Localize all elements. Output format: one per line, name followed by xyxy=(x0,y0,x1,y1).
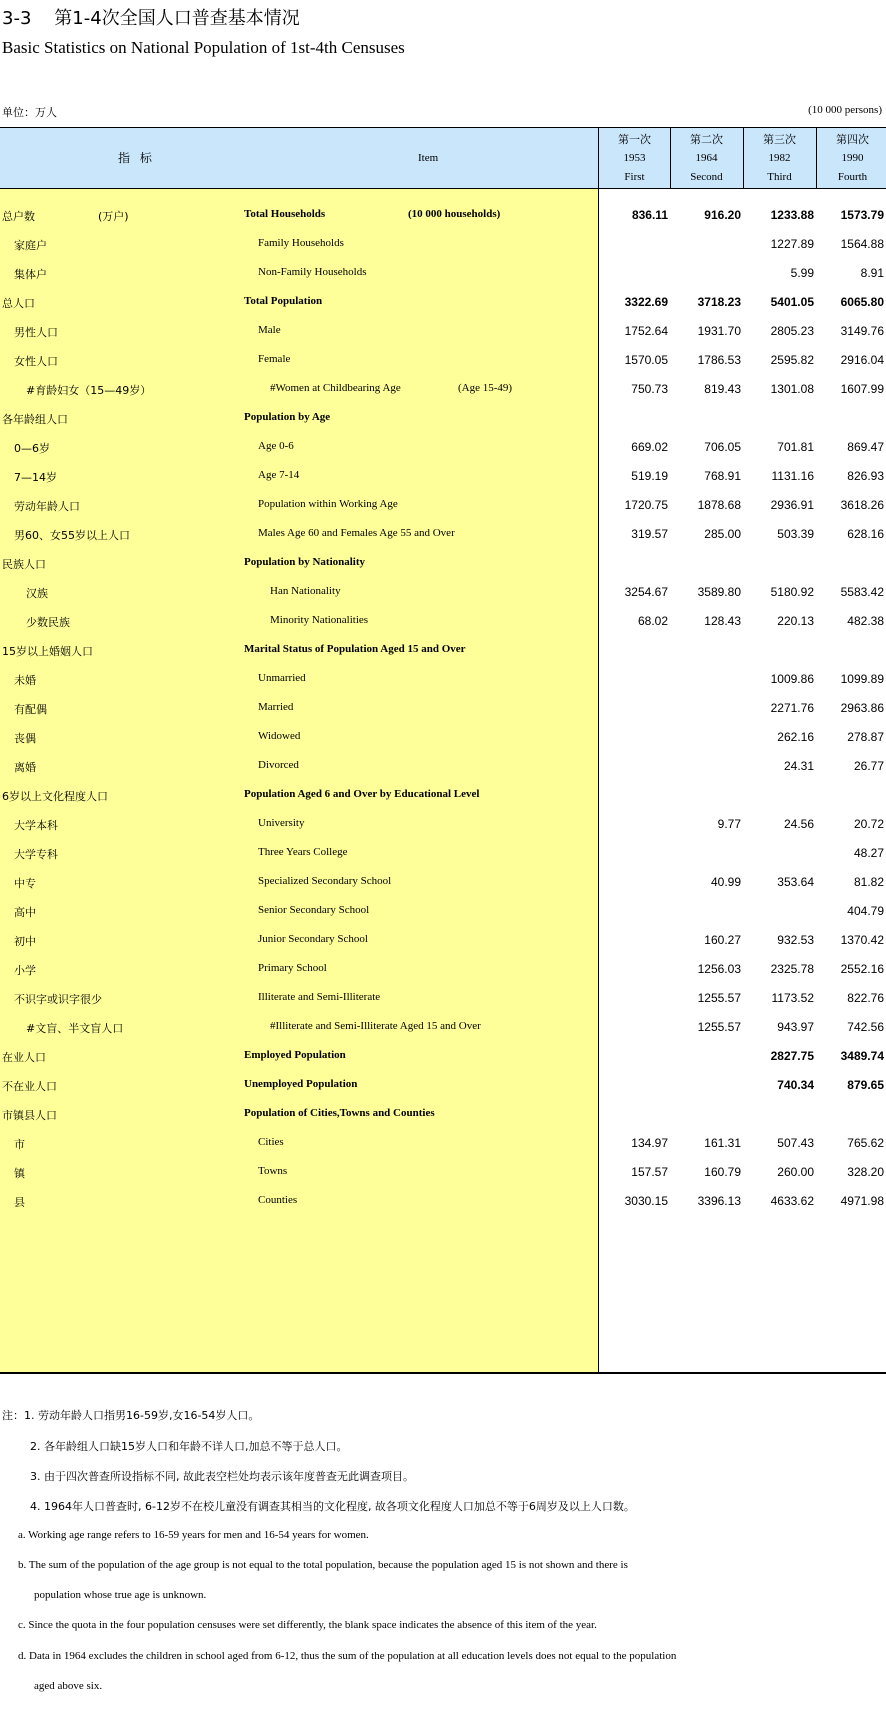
title-cn-text: 第1-4次全国人口普查基本情况 xyxy=(54,8,300,29)
value-cell: 3030.15 xyxy=(624,1194,668,1208)
table-row xyxy=(0,1098,886,1130)
row-label-cn: 少数民族 xyxy=(26,616,70,629)
header-column-year: 1964 xyxy=(695,152,718,164)
row-label-en: Minority Nationalities xyxy=(270,614,369,626)
row-label-en: Family Households xyxy=(258,237,344,249)
value-cell: 826.93 xyxy=(847,469,884,483)
row-label-en: Employed Population xyxy=(244,1049,346,1061)
unit-label-cn: 单位：万人 xyxy=(2,106,57,119)
footnote-line: 2. 各年龄组人口缺15岁人口和年龄不详人口,加总不等于总人口。 xyxy=(30,1440,348,1453)
row-unit-en: (Age 15-49) xyxy=(458,382,513,394)
footnote-line: 3. 由于四次普查所设指标不同, 故此表空栏处均表示该年度普查无此调查项目。 xyxy=(30,1470,414,1483)
row-label-en: Cities xyxy=(258,1136,284,1148)
row-label-en: Total Population xyxy=(244,295,323,307)
value-cell: 1607.99 xyxy=(840,382,884,396)
value-cell: 4633.62 xyxy=(770,1194,814,1208)
value-cell: 1931.70 xyxy=(697,324,741,338)
value-cell: 1752.64 xyxy=(624,324,668,338)
row-label-en: Total Households xyxy=(244,208,326,220)
value-cell: 1564.88 xyxy=(840,237,884,251)
row-label-en: Illiterate and Semi-Illiterate xyxy=(258,991,381,1003)
table-row xyxy=(0,634,886,666)
value-cell: 1573.79 xyxy=(840,208,884,222)
row-label-en: Population by Age xyxy=(244,411,331,423)
value-cell: 157.57 xyxy=(631,1165,668,1179)
table-row xyxy=(0,866,886,898)
value-cell: 768.91 xyxy=(704,469,741,483)
header-column-en: Third xyxy=(767,171,792,183)
header-column-cn: 第四次 xyxy=(836,133,869,146)
row-label-en: Divorced xyxy=(258,759,299,771)
header-column-en: First xyxy=(624,171,645,183)
value-cell: 160.79 xyxy=(704,1165,741,1179)
row-label-cn: 总户数 xyxy=(2,210,35,223)
row-label-cn: 6岁以上文化程度人口 xyxy=(2,790,108,803)
value-cell: 2325.78 xyxy=(770,962,814,976)
footnote-line: aged above six. xyxy=(34,1680,103,1692)
value-cell: 2595.82 xyxy=(770,353,814,367)
value-cell: 319.57 xyxy=(631,527,668,541)
value-cell: 750.73 xyxy=(631,382,668,396)
header-column-1982 xyxy=(744,130,815,187)
value-cell: 6065.80 xyxy=(840,295,884,309)
table-row xyxy=(0,982,886,1014)
header-column-en: Second xyxy=(690,171,723,183)
value-cell: 869.47 xyxy=(847,440,884,454)
row-label-cn: 镇 xyxy=(14,1167,25,1180)
value-cell: 160.27 xyxy=(704,933,741,947)
value-cell: 404.79 xyxy=(847,904,884,918)
table-row xyxy=(0,924,886,956)
footnote-line: c. Since the quota in the four population censuses were set differently, the blank space indicates the absence of this item of the year. xyxy=(18,1619,597,1631)
table-row xyxy=(0,402,886,434)
row-label-en: Unemployed Population xyxy=(244,1078,358,1090)
value-cell: 278.87 xyxy=(847,730,884,744)
value-cell: 1301.08 xyxy=(770,382,814,396)
table-top-rule xyxy=(0,127,886,128)
footnote-line: b. The sum of the population of the age group is not equal to the total population, because the population aged 15 is not shown and there is xyxy=(18,1559,628,1571)
value-cell: 68.02 xyxy=(637,614,668,628)
row-label-cn: 县 xyxy=(14,1196,25,1209)
table-row xyxy=(0,605,886,637)
row-label-cn: 丧偶 xyxy=(14,732,36,745)
value-cell: 161.31 xyxy=(704,1136,741,1150)
table-row xyxy=(0,286,886,318)
value-cell: 260.00 xyxy=(777,1165,814,1179)
value-cell: 20.72 xyxy=(853,817,884,831)
row-label-cn: #育龄妇女（15—49岁） xyxy=(26,384,152,397)
value-cell: 819.43 xyxy=(704,382,741,396)
header-column-1953 xyxy=(599,130,670,187)
table-row xyxy=(0,489,886,521)
row-label-en: Age 0-6 xyxy=(258,440,294,452)
value-cell: 2805.23 xyxy=(770,324,814,338)
table-bottom-rule xyxy=(0,1372,886,1374)
row-label-en: Unmarried xyxy=(258,672,306,684)
header-column-year: 1982 xyxy=(768,152,791,164)
value-cell: 3396.13 xyxy=(697,1194,741,1208)
table-row xyxy=(0,344,886,376)
row-label-cn: 未婚 xyxy=(14,674,36,687)
header-column-year: 1990 xyxy=(841,152,864,164)
row-label-cn: #文盲、半文盲人口 xyxy=(26,1022,124,1035)
row-label-cn: 大学本科 xyxy=(14,819,58,832)
value-cell: 1370.42 xyxy=(840,933,884,947)
header-column-year: 1953 xyxy=(623,152,646,164)
value-cell: 943.97 xyxy=(777,1020,814,1034)
footnote-line: population whose true age is unknown. xyxy=(34,1589,207,1601)
table-row xyxy=(0,460,886,492)
row-label-cn: 汉族 xyxy=(26,587,48,600)
value-cell: 740.34 xyxy=(777,1078,814,1092)
row-label-en: Junior Secondary School xyxy=(258,933,368,945)
row-label-en: Population within Working Age xyxy=(258,498,398,510)
table-row xyxy=(0,895,886,927)
table-row xyxy=(0,1011,886,1043)
value-cell: 134.97 xyxy=(631,1136,668,1150)
value-cell: 519.19 xyxy=(631,469,668,483)
value-cell: 2936.91 xyxy=(770,498,814,512)
header-bottom-rule xyxy=(0,188,886,189)
value-cell: 765.62 xyxy=(847,1136,884,1150)
table-row xyxy=(0,953,886,985)
row-label-cn: 中专 xyxy=(14,877,36,890)
header-column-cn: 第一次 xyxy=(618,133,651,146)
row-label-en: Male xyxy=(258,324,281,336)
row-label-cn: 劳动年龄人口 xyxy=(14,500,80,513)
row-label-en: University xyxy=(258,817,305,829)
value-cell: 3489.74 xyxy=(840,1049,884,1063)
value-cell: 916.20 xyxy=(704,208,741,222)
value-cell: 24.56 xyxy=(783,817,814,831)
row-label-cn: 大学专科 xyxy=(14,848,58,861)
table-row xyxy=(0,199,886,231)
row-label-cn: 女性人口 xyxy=(14,355,58,368)
table-row xyxy=(0,779,886,811)
value-cell: 353.64 xyxy=(777,875,814,889)
table-row xyxy=(0,808,886,840)
row-label-cn: 有配偶 xyxy=(14,703,47,716)
footnote-line: a. Working age range refers to 16-59 years for men and 16-54 years for women. xyxy=(18,1529,369,1541)
value-cell: 742.56 xyxy=(847,1020,884,1034)
header-column-1990 xyxy=(817,130,886,187)
table-row xyxy=(0,315,886,347)
value-cell: 1786.53 xyxy=(697,353,741,367)
value-cell: 1233.88 xyxy=(770,208,814,222)
value-cell: 1878.68 xyxy=(697,498,741,512)
table-row xyxy=(0,1127,886,1159)
value-cell: 482.38 xyxy=(847,614,884,628)
header-column-cn: 第二次 xyxy=(690,133,723,146)
value-cell: 5583.42 xyxy=(840,585,884,599)
row-label-en: Population Aged 6 and Over by Educational Level xyxy=(244,788,480,800)
header-column-1964 xyxy=(671,130,742,187)
value-cell: 1256.03 xyxy=(697,962,741,976)
table-row xyxy=(0,1156,886,1188)
value-cell: 3589.80 xyxy=(697,585,741,599)
value-cell: 2963.86 xyxy=(840,701,884,715)
row-label-cn: 市镇县人口 xyxy=(2,1109,57,1122)
table-number: 3-3 xyxy=(2,8,32,29)
value-cell: 9.77 xyxy=(717,817,741,831)
header-indicator-cn: 指 标 xyxy=(118,151,155,165)
row-label-en: #Illiterate and Semi-Illiterate Aged 15 and Over xyxy=(270,1020,481,1032)
table-row xyxy=(0,373,886,405)
row-label-en: Primary School xyxy=(258,962,327,974)
row-label-en: Married xyxy=(258,701,294,713)
value-cell: 879.65 xyxy=(847,1078,884,1092)
row-unit-cn: (万户) xyxy=(98,210,129,223)
row-label-cn: 家庭户 xyxy=(14,239,47,252)
header-item-en: Item xyxy=(418,152,439,164)
row-label-en: Senior Secondary School xyxy=(258,904,370,916)
table-row xyxy=(0,547,886,579)
value-cell: 1131.16 xyxy=(771,469,814,483)
row-label-en: Population by Nationality xyxy=(244,556,366,568)
page-title-en: Basic Statistics on National Population of 1st-4th Censuses xyxy=(2,38,405,57)
row-label-cn: 7—14岁 xyxy=(14,471,57,484)
value-cell: 669.02 xyxy=(631,440,668,454)
value-cell: 507.43 xyxy=(777,1136,814,1150)
row-unit-en: (10 000 households) xyxy=(408,208,501,220)
value-cell: 220.13 xyxy=(777,614,814,628)
value-cell: 706.05 xyxy=(704,440,741,454)
table-row xyxy=(0,721,886,753)
unit-label-en: (10 000 persons) xyxy=(808,104,882,116)
value-cell: 2916.04 xyxy=(840,353,884,367)
value-cell: 285.00 xyxy=(704,527,741,541)
value-cell: 1227.89 xyxy=(770,237,814,251)
row-label-cn: 不识字或识字很少 xyxy=(14,993,102,1006)
row-label-cn: 市 xyxy=(14,1138,25,1151)
header-column-cn: 第三次 xyxy=(763,133,796,146)
row-label-cn: 0—6岁 xyxy=(14,442,50,455)
value-cell: 2271.76 xyxy=(770,701,814,715)
value-cell: 1099.89 xyxy=(840,672,884,686)
row-label-en: Age 7-14 xyxy=(258,469,300,481)
value-cell: 2827.75 xyxy=(770,1049,814,1063)
value-cell: 328.20 xyxy=(847,1165,884,1179)
row-label-cn: 不在业人口 xyxy=(2,1080,57,1093)
table-row xyxy=(0,837,886,869)
value-cell: 1173.52 xyxy=(771,991,814,1005)
value-cell: 1570.05 xyxy=(624,353,668,367)
value-cell: 3718.23 xyxy=(697,295,741,309)
census-table xyxy=(0,127,886,1373)
value-cell: 5180.92 xyxy=(770,585,814,599)
value-cell: 3149.76 xyxy=(840,324,884,338)
value-cell: 836.11 xyxy=(631,208,668,222)
value-cell: 701.81 xyxy=(777,440,814,454)
row-label-cn: 民族人口 xyxy=(2,558,46,571)
row-label-en: Males Age 60 and Females Age 55 and Over xyxy=(258,527,455,539)
row-label-cn: 总人口 xyxy=(2,297,35,310)
table-row xyxy=(0,576,886,608)
value-cell: 40.99 xyxy=(710,875,741,889)
row-label-en: Han Nationality xyxy=(270,585,341,597)
row-label-en: Widowed xyxy=(258,730,301,742)
row-label-cn: 小学 xyxy=(14,964,36,977)
value-cell: 8.91 xyxy=(860,266,884,280)
value-cell: 262.16 xyxy=(777,730,814,744)
value-cell: 1009.86 xyxy=(770,672,814,686)
table-row xyxy=(0,228,886,260)
value-cell: 5.99 xyxy=(790,266,814,280)
value-cell: 3618.26 xyxy=(840,498,884,512)
value-cell: 822.76 xyxy=(847,991,884,1005)
row-label-en: Female xyxy=(258,353,291,365)
value-cell: 4971.98 xyxy=(840,1194,884,1208)
row-label-en: Counties xyxy=(258,1194,298,1206)
row-label-cn: 高中 xyxy=(14,906,36,919)
value-cell: 3254.67 xyxy=(624,585,668,599)
value-cell: 1720.75 xyxy=(624,498,668,512)
value-cell: 48.27 xyxy=(853,846,884,860)
table-row xyxy=(0,257,886,289)
footnote-line: d. Data in 1964 excludes the children in school aged from 6-12, thus the sum of the population at all education levels does not equal to the population xyxy=(18,1650,677,1662)
value-cell: 2552.16 xyxy=(840,962,884,976)
value-cell: 128.43 xyxy=(704,614,741,628)
value-cell: 503.39 xyxy=(777,527,814,541)
table-row xyxy=(0,1185,886,1217)
row-label-en: #Women at Childbearing Age xyxy=(270,382,401,394)
row-label-cn: 初中 xyxy=(14,935,36,948)
row-label-en: Specialized Secondary School xyxy=(258,875,392,887)
row-label-en: Three Years College xyxy=(258,846,348,858)
value-cell: 932.53 xyxy=(777,933,814,947)
value-cell: 24.31 xyxy=(783,759,814,773)
page-title-cn xyxy=(2,4,300,30)
row-label-cn: 男60、女55岁以上人口 xyxy=(14,529,130,542)
table-row xyxy=(0,663,886,695)
value-cell: 628.16 xyxy=(847,527,884,541)
value-cell: 3322.69 xyxy=(624,295,668,309)
row-label-en: Towns xyxy=(258,1165,288,1177)
value-cell: 1255.57 xyxy=(697,991,741,1005)
header-column-en: Fourth xyxy=(837,171,868,183)
row-label-cn: 集体户 xyxy=(14,268,47,281)
row-label-cn: 离婚 xyxy=(14,761,36,774)
table-row xyxy=(0,1069,886,1101)
row-label-cn: 各年龄组人口 xyxy=(2,413,68,426)
row-label-cn: 15岁以上婚姻人口 xyxy=(2,645,93,658)
table-row xyxy=(0,750,886,782)
row-label-cn: 在业人口 xyxy=(2,1051,46,1064)
table-row xyxy=(0,431,886,463)
table-row xyxy=(0,692,886,724)
row-label-en: Population of Cities,Towns and Counties xyxy=(244,1107,435,1119)
row-label-en: Marital Status of Population Aged 15 and Over xyxy=(244,643,466,655)
value-cell: 5401.05 xyxy=(770,295,814,309)
value-cell: 26.77 xyxy=(853,759,884,773)
value-cell: 1255.57 xyxy=(697,1020,741,1034)
table-row xyxy=(0,518,886,550)
footnote-line: 注：1. 劳动年龄人口指男16-59岁,女16-54岁人口。 xyxy=(2,1409,260,1422)
row-label-cn: 男性人口 xyxy=(14,326,58,339)
value-cell: 81.82 xyxy=(853,875,884,889)
row-label-en: Non-Family Households xyxy=(258,266,367,278)
footnote-line: 4. 1964年人口普查时, 6-12岁不在校儿童没有调查其相当的文化程度, 故各项文化程度人口加总不等于6周岁及以上人口数。 xyxy=(30,1500,635,1513)
table-row xyxy=(0,1040,886,1072)
